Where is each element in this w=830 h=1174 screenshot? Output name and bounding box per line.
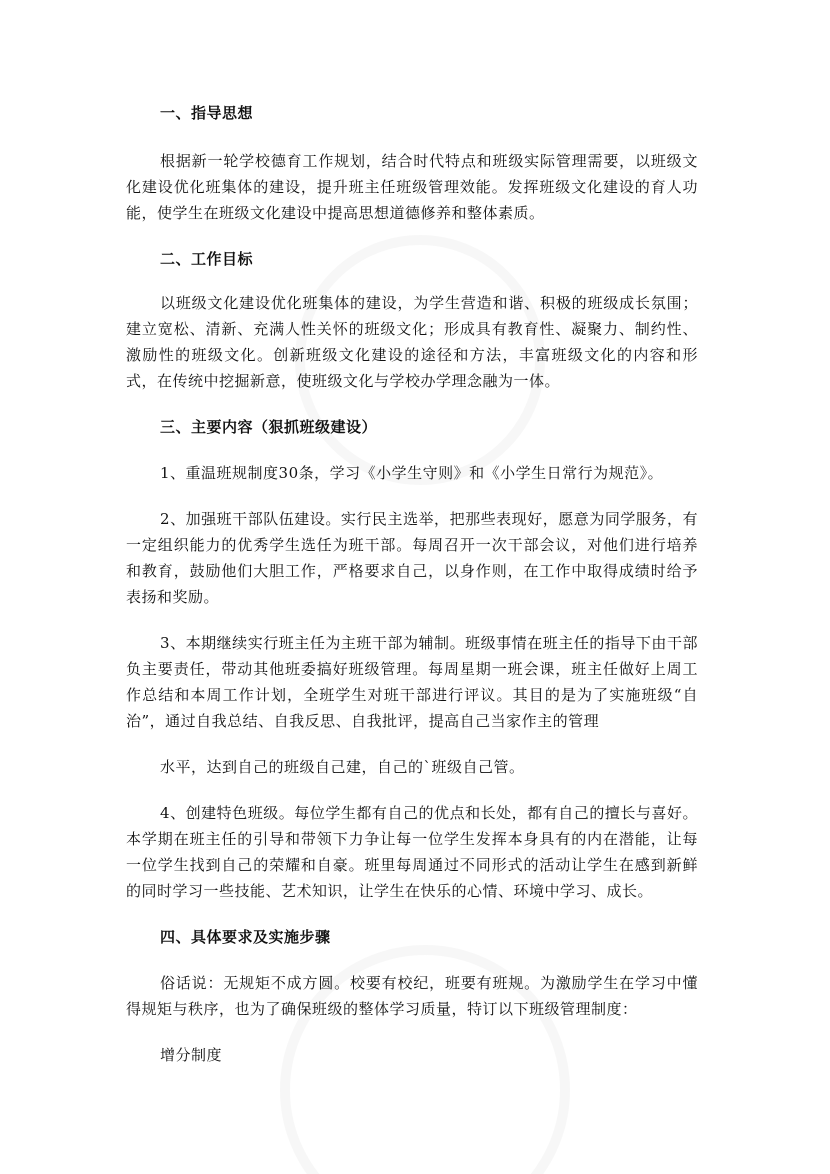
- section-heading-work-goals: 二、工作目标: [160, 250, 254, 268]
- content-item-3: 3、本期继续实行班主任为主班干部为辅制。班级事情在班主任的指导下由干部负主要责任，带动其他班委搞好班级管理。每周星期一班会课，班主任做好上周工作总结和本周工作计划，全班学生对班干部进行评议。其目的是为了实施班级“自治”，通过自我总结、自我反思、自我批评，提高自己当家作主的管理: [126, 634, 698, 730]
- section-heading-guiding-thought: 一、指导思想: [160, 104, 254, 122]
- content-item-4: 4、创建特色班级。每位学生都有自己的优点和长处，都有自己的擅长与喜好。本学期在班主任的引导和带领下力争让每一位学生发挥本身具有的内在潜能，让每一位学生找到自己的荣耀和自豪。班里每周通过不同形式的活动让学生在感到新鲜的同时学习一些技能、艺术知识，让学生在快乐的心情、环境中学习、成长。: [126, 804, 698, 900]
- section-heading-implementation: 四、具体要求及实施步骤: [160, 928, 331, 946]
- content-item-1: 1、重温班规制度30条，学习《小学生守则》和《小学生日常行为规范》。: [160, 464, 664, 482]
- section-paragraph-work-goals: 以班级文化建设优化班集体的建设，为学生营造和谐、积极的班级成长氛围；建立宽松、清新、充满人性关怀的班级文化；形成具有教育性、凝聚力、制约性、激励性的班级文化。创新班级文化建设的途径和方法，丰富班级文化的内容和形式，在传统中挖掘新意，使班级文化与学校办学理念融为一体。: [126, 294, 698, 390]
- subheading-bonus-system: 增分制度: [160, 1046, 223, 1064]
- content-item-3-continued: 水平，达到自己的班级自己建，自己的`班级自己管。: [160, 758, 525, 776]
- section-heading-main-content: 三、主要内容（狠抓班级建设）: [160, 418, 378, 436]
- section-paragraph-guiding-thought: 根据新一轮学校德育工作规划，结合时代特点和班级实际管理需要，以班级文化建设优化班集体的建设，提升班主任班级管理效能。发挥班级文化建设的育人功能，使学生在班级文化建设中提高思想道德修养和整体素质。: [126, 152, 698, 222]
- document-content: [126, 100, 698, 1068]
- section-paragraph-implementation: 俗话说：无规矩不成方圆。校要有校纪，班要有班规。为激励学生在学习中懂得规矩与秩序，也为了确保班级的整体学习质量，特订以下班级管理制度：: [126, 974, 698, 1018]
- content-item-2: 2、加强班干部队伍建设。实行民主选举，把那些表现好，愿意为同学服务，有一定组织能力的优秀学生选任为班干部。每周召开一次干部会议，对他们进行培养和教育，鼓励他们大胆工作，严格要求自己，以身作则，在工作中取得成绩时给予表扬和奖励。: [126, 510, 698, 606]
